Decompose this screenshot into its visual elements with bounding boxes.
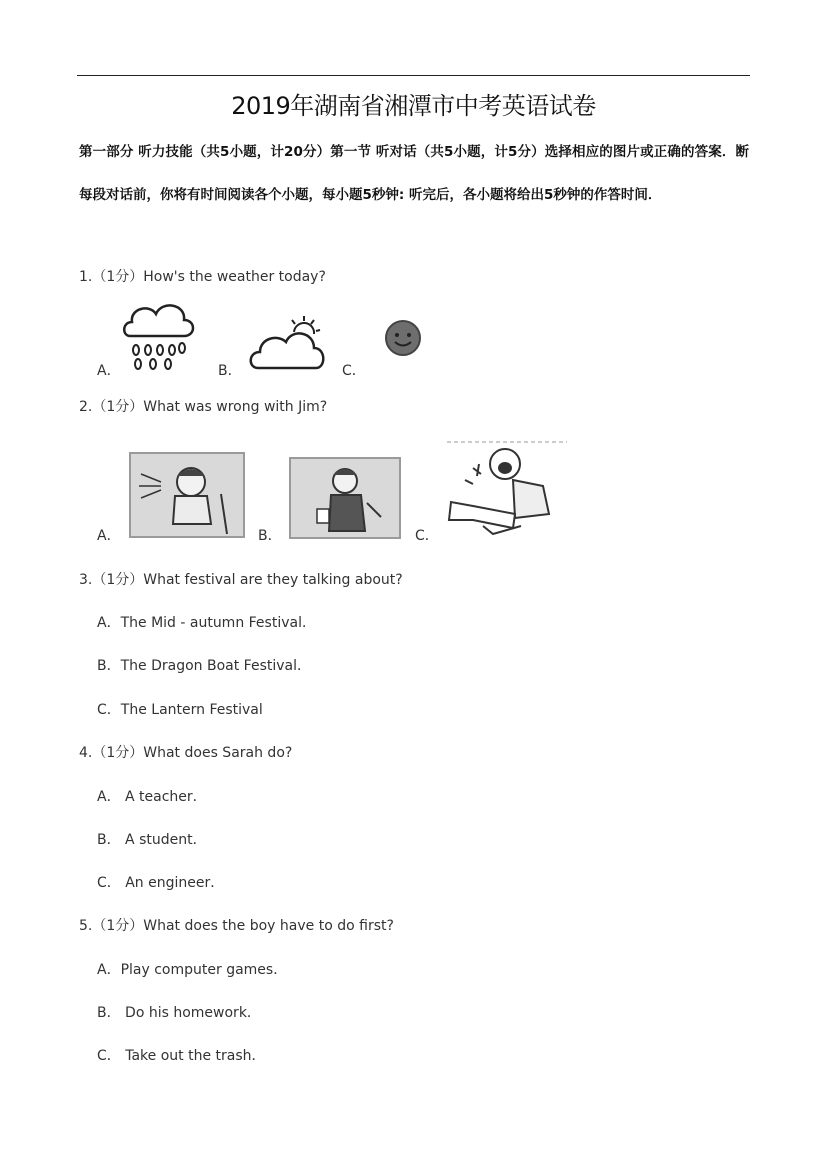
sick-boy-image: [289, 457, 401, 539]
q2-option-c-label: C．: [415, 528, 439, 544]
sun-cloud-icon: [248, 312, 328, 374]
hurt-leg-boy-image: [443, 440, 571, 536]
question-1-stem: 1.（1分）How's the weather today?: [79, 269, 326, 285]
question-2-stem: 2.（1分）What was wrong with Jim?: [79, 399, 328, 415]
question-4-stem: 4.（1分）What does Sarah do?: [79, 745, 293, 761]
sun-face-icon: [382, 318, 424, 358]
q3-option-c: C．The Lantern Festival: [97, 702, 263, 718]
rain-cloud-icon: [120, 300, 198, 372]
q4-option-a: A． A teacher．: [97, 789, 207, 805]
q2-option-a-label: A．: [97, 528, 121, 544]
q4-option-b: B． A student．: [97, 832, 207, 848]
q1-option-c-label: C．: [342, 363, 366, 379]
q4-option-c: C． An engineer．: [97, 875, 225, 891]
q1-option-b-label: B．: [218, 363, 242, 379]
q1-option-a-label: A．: [97, 363, 121, 379]
q5-option-a: A．Play computer games．: [97, 962, 288, 978]
q3-option-a: A．The Mid - autumn Festival．: [97, 615, 316, 631]
sneezing-boy-image: [129, 452, 245, 538]
question-3-stem: 3.（1分）What festival are they talking about?: [79, 572, 403, 588]
question-5-stem: 5.（1分）What does the boy have to do first?: [79, 918, 394, 934]
q2-option-b-label: B．: [258, 528, 282, 544]
page-title: 2019年湖南省湘潭市中考英语试卷: [231, 92, 596, 120]
q5-option-b: B． Do his homework．: [97, 1005, 261, 1021]
q5-option-c: C． Take out the trash．: [97, 1048, 266, 1064]
section-instructions: 第一部分 听力技能（共5小题，计20分）第一节 听对话（共5小题，计5分）选择相应的图片或正确的答案．断每段对话前，你将有时间阅读各个小题，每小题5秒钟: 听完后，各小题将给出5秒钟的作答时间．: [79, 144, 749, 203]
header-rule: [77, 75, 750, 76]
q3-option-b: B．The Dragon Boat Festival．: [97, 658, 311, 674]
